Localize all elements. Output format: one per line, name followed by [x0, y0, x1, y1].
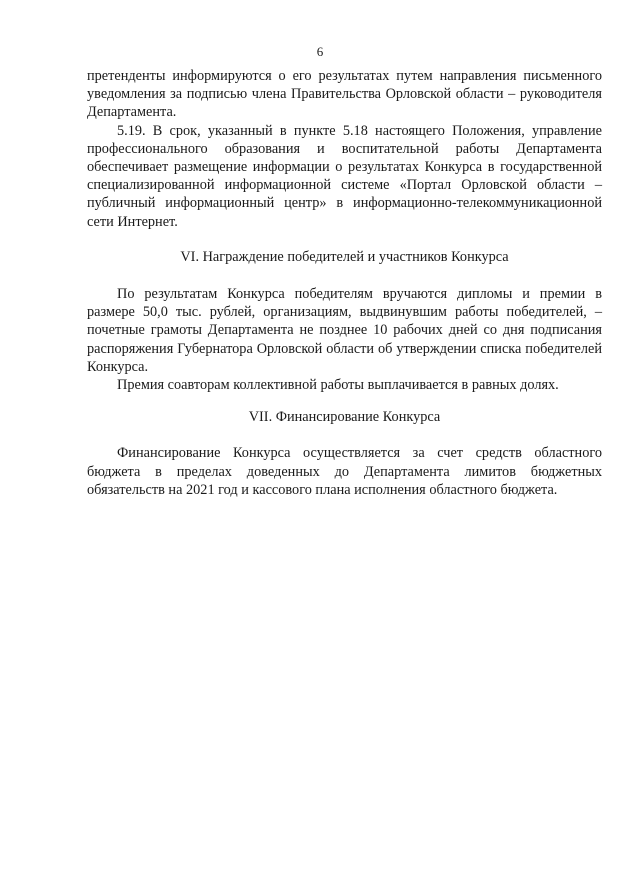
- section-6-heading: VI. Награждение победителей и участников Конкурса: [180, 248, 509, 265]
- spacer: [87, 266, 602, 285]
- spacer: [87, 394, 602, 408]
- paragraph-awards: По результатам Конкурса победителям вручаются дипломы и премии в размере 50,0 тыс. рублей, организациям, выдвинувшим работы победителей, – почетные грамоты Департамента не позднее 10 рабочих дней со дня подписания распоряжения Губернатора Орловской области об утверждении списка победителей Конкурса.: [87, 286, 602, 375]
- section-7-heading: VII. Финансирование Конкурса: [248, 409, 441, 426]
- paragraph-financing: Финансирование Конкурса осуществляется за счет средств областного бюджета в пределах доведенных до Департамента лимитов бюджетных обязательств на 2021 год и кассового плана исполнения областного бюджета.: [87, 445, 602, 498]
- paragraph-coauthors: Премия соавторам коллективной работы выплачивается в равных долях.: [117, 377, 559, 394]
- paragraph-5-19: 5.19. В срок, указанный в пункте 5.18 настоящего Положения, управление профессионального образования и воспитательной работы Департамента обеспечивает размещение информации о результатах Конкурса в государственной специализированной информационной системе «Портал Орловской области – публичный информационный центр» в информационно-телекоммуникационной сети Интернет.: [87, 122, 602, 230]
- paragraph-continuation: претенденты информируются о его результатах путем направления письменного уведомления за подписью члена Правительства Орловской области – руководителя Департамента.: [87, 68, 602, 121]
- spacer: [87, 426, 602, 444]
- document-body: [87, 67, 602, 499]
- spacer: [87, 231, 602, 248]
- page-number: 6: [316, 44, 324, 59]
